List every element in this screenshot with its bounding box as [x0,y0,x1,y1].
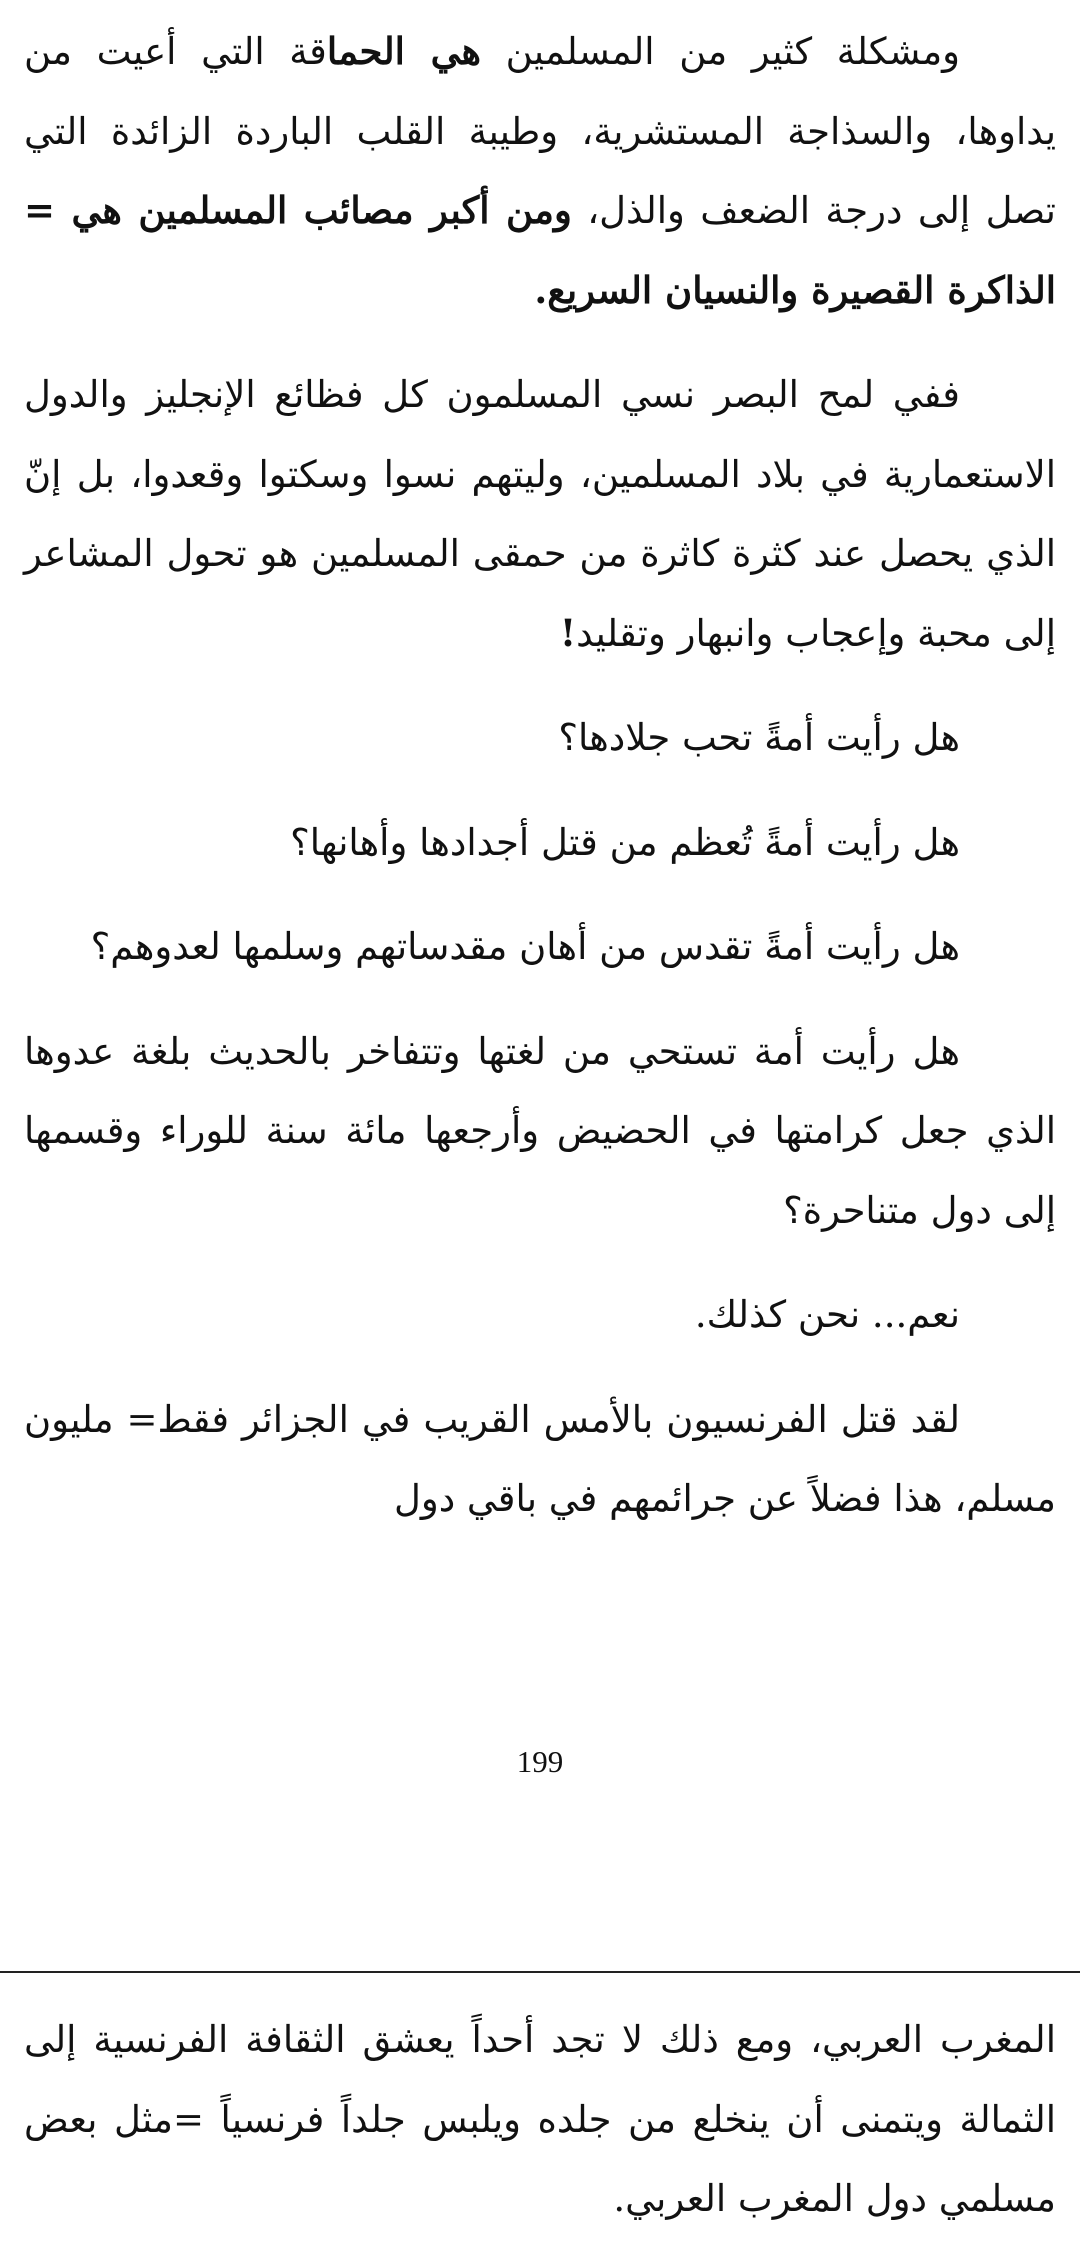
next-page-text [24,2000,1056,2264]
text-run: هل رأيت أمةً تقدس من أهان مقدساتهم وسلمها لعدوهم؟ [90,925,960,968]
question-paragraph [24,907,1056,987]
page-divider [0,1971,1080,1973]
text-run: لقد قتل الفرنسيون بالأمس القريب في الجزائر فقط= مليون مسلم، هذا فضلاً عن جرائمهم في باقي دول [24,1397,1056,1520]
text-run: ففي لمح البصر نسي المسلمون كل فظائع الإنجليز والدول الاستعمارية في بلاد المسلمين، وليتهم نسوا وسكتوا وقعدوا، بل إنّ الذي يحصل عند كثرة كاثرة من حمقى المسلمين هو تحول المشاعر إلى محبة وإعجاب وانبهار وتقليد [24,373,1056,655]
paragraph [24,2000,1056,2239]
text-run: هل رأيت أمةً تحب جلادها؟ [558,716,960,759]
text-run: قة التي أعيت من يداوها، والسذاجة المستشرية، وطيبة القلب الباردة الزائدة التي تصل إلى درجة الضعف والذل، [24,30,1056,232]
bold-text-run: ! [559,610,577,655]
bold-text-run: ومن أكبر مصائب المسلمين هي = الذاكرة القصيرة والنسيان السريع. [24,188,1056,312]
page-number: 199 [516,1744,564,1779]
paragraph [24,12,1056,330]
paragraph [24,355,1056,673]
text-run: هل رأيت أمة تستحي من لغتها وتتفاخر بالحديث بلغة عدوها الذي جعل كرامتها في الحضيض وأرجعها مائة سنة للوراء وقسمها إلى دول متناحرة؟ [24,1029,1056,1232]
question-paragraph [24,1012,1056,1251]
text-run: نعم... نحن كذلك. [694,1293,960,1336]
paragraph [24,1380,1056,1539]
page-body-text [24,12,1056,1564]
answer-paragraph [24,1275,1056,1355]
text-run: هل رأيت أمةً تُعظم من قتل أجدادها وأهانها؟ [290,820,960,864]
question-paragraph [24,698,1056,778]
text-run: ومشكلة كثير من المسلمين [481,30,960,73]
question-paragraph [24,803,1056,883]
text-run: المغرب العربي، ومع ذلك لا تجد أحداً يعشق الثقافة الفرنسية إلى الثمالة ويتمنى أن ينخلع من جلده ويلبس جلداً فرنسياً =مثل بعض مسلمي دول المغرب العربي. [24,2018,1056,2220]
bold-text-run: هي الحما [326,29,482,73]
